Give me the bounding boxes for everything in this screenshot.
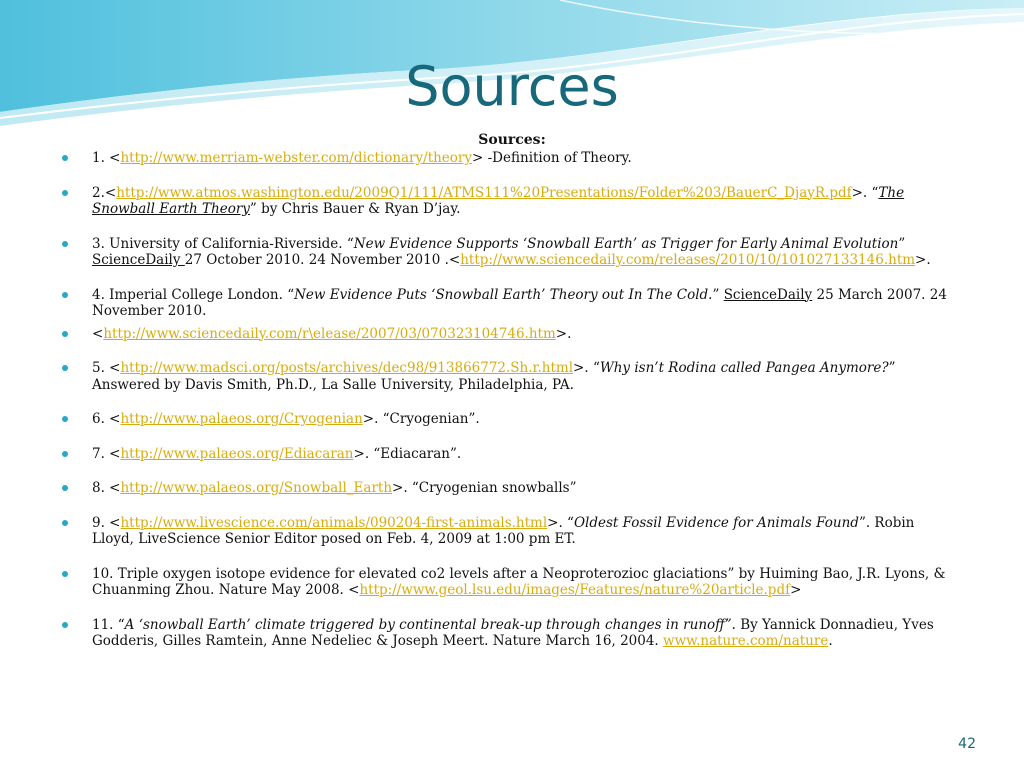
ref-2-sep: >. “ xyxy=(851,184,879,201)
ref-11-link[interactable]: www.nature.com/nature xyxy=(663,633,829,649)
ref-4b-suffix: >. xyxy=(555,325,572,342)
ref-3-prefix: 3. University of California-Riverside. “ xyxy=(92,235,354,252)
ref-3-publication: ScienceDaily xyxy=(92,252,185,268)
ref-2-link[interactable]: http://www.atmos.washington.edu/2009Q1/111/ATMS111%20Presentations/Folder%203/BauerC_DjayR.pdf xyxy=(116,184,852,201)
ref-9-link[interactable]: http://www.livescience.com/animals/090204-first-animals.html xyxy=(120,514,548,531)
ref-2-authors: ” by Chris Bauer & Ryan D’jay. xyxy=(249,201,461,217)
reference-list xyxy=(58,150,958,668)
slide-title: Sources xyxy=(405,55,619,118)
ref-10-suffix: > xyxy=(790,582,802,598)
ref-1-prefix: 1. < xyxy=(92,150,121,166)
page-number: 42 xyxy=(958,736,976,752)
ref-5-authors: ” Answered by Davis Smith, Ph.D., La Salle University, Philadelphia, PA. xyxy=(92,360,896,393)
ref-6-prefix: 6. < xyxy=(92,411,121,427)
ref-7-prefix: 7. < xyxy=(92,445,121,462)
ref-3-link[interactable]: http://www.sciencedaily.com/releases/2010/10/101027133146.htm xyxy=(460,252,916,268)
ref-9-prefix: 9. < xyxy=(92,514,121,531)
ref-4-prefix: 4. Imperial College London. “ xyxy=(92,286,295,303)
ref-10-prefix: 10. Triple oxygen isotope evidence for elevated co2 levels after a Neoproterozioc glaciations” by Huiming Bao, J.R. Lyons, & Chuanming Zhou. Nature May 2008. < xyxy=(92,565,946,598)
ref-7-suffix: >. “Ediacaran”. xyxy=(353,445,462,462)
reference-item-4 xyxy=(58,287,958,320)
ref-6-suffix: >. “Cryogenian”. xyxy=(362,411,480,427)
reference-item-9 xyxy=(58,515,958,548)
ref-8-link[interactable]: http://www.palaeos.org/Snowball_Earth xyxy=(120,480,393,496)
reference-item-1 xyxy=(58,150,958,167)
reference-item-4-link xyxy=(58,326,958,343)
ref-1-suffix: > -Definition of Theory. xyxy=(472,150,632,166)
ref-9-authors: ”. Robin Lloyd, LiveScience Senior Editor posed on Feb. 4, 2009 at 1:00 pm ET. xyxy=(92,514,915,547)
ref-3-suffix: >. xyxy=(915,252,931,268)
ref-8-suffix: >. “Cryogenian snowballs” xyxy=(392,480,577,496)
ref-5-link[interactable]: http://www.madsci.org/posts/archives/dec98/913866772.Sh.r.html xyxy=(120,360,574,376)
ref-3-quote: ” xyxy=(898,235,906,252)
ref-4b-link[interactable]: http://www.sciencedaily.com/r\elease/2007/03/070323104746.htm xyxy=(103,325,556,342)
ref-4-title: New Evidence Puts ‘Snowball Earth’ Theory out In The Cold. xyxy=(294,286,713,303)
ref-9-sep: >. “ xyxy=(547,514,574,531)
ref-4-quote: ” xyxy=(712,286,724,303)
reference-item-2 xyxy=(58,185,958,218)
reference-item-7 xyxy=(58,446,958,463)
ref-3-title: New Evidence Supports ‘Snowball Earth’ as Trigger for Early Animal Evolution xyxy=(353,235,899,252)
ref-4b-prefix: < xyxy=(92,325,104,342)
ref-1-link[interactable]: http://www.merriam-webster.com/dictionary/theory xyxy=(120,150,473,166)
reference-item-10 xyxy=(58,566,958,599)
ref-9-title: Oldest Fossil Evidence for Animals Found xyxy=(573,514,859,531)
reference-item-11 xyxy=(58,617,958,650)
reference-item-6 xyxy=(58,411,958,428)
ref-8-prefix: 8. < xyxy=(92,480,121,496)
ref-5-title: Why isn’t Rodina called Pangea Anymore? xyxy=(599,360,889,376)
reference-item-5 xyxy=(58,360,958,393)
ref-11-title: A ‘snowball Earth’ climate triggered by continental break-up through changes in runoff”. xyxy=(124,616,736,633)
ref-10-link[interactable]: http://www.geol.lsu.edu/images/Features/nature%20article.pdf xyxy=(359,582,791,598)
ref-5-sep: >. “ xyxy=(573,360,600,376)
ref-11-suffix: . xyxy=(828,633,833,649)
ref-3-dates: 27 October 2010. 24 November 2010 .< xyxy=(184,252,461,268)
sources-heading: Sources: xyxy=(478,132,546,148)
ref-11-prefix: 11. “ xyxy=(92,616,125,633)
ref-4-publication: ScienceDaily xyxy=(723,286,813,303)
ref-5-prefix: 5. < xyxy=(92,360,121,376)
ref-4-dates: 25 March 2007. 24 November 2010. xyxy=(92,286,947,319)
ref-6-link[interactable]: http://www.palaeos.org/Cryogenian xyxy=(120,411,363,427)
ref-7-link[interactable]: http://www.palaeos.org/Ediacaran xyxy=(120,445,354,462)
reference-item-3 xyxy=(58,236,958,269)
reference-item-8 xyxy=(58,480,958,497)
ref-2-prefix: 2.< xyxy=(92,184,117,201)
ref-2-title: The Snowball Earth Theory xyxy=(92,184,905,217)
ref-11-authors: By Yannick Donnadieu, Yves Godderis, Gilles Ramtein, Anne Nedeliec & Joseph Meert. Nature March 16, 2004. xyxy=(92,616,934,649)
